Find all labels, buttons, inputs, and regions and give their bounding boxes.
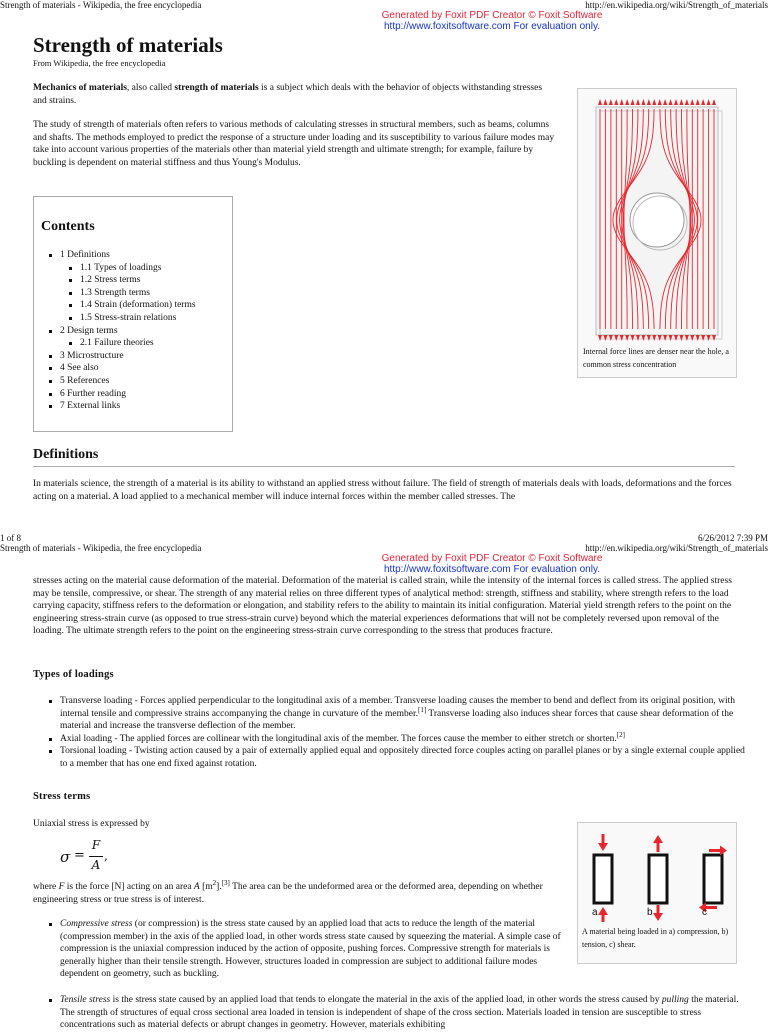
list-item xyxy=(33,918,563,981)
foxit-watermark xyxy=(372,553,612,575)
label-a: a xyxy=(592,907,598,918)
foxit-line-2[interactable]: http://www.foxitsoftware.com For evaluation only. xyxy=(383,21,600,32)
intro-text-2: is a subject which deals with the behavior of objects withstanding stresses and strains. xyxy=(33,83,543,106)
force-arrow-down xyxy=(658,335,662,341)
formula-denominator: A xyxy=(91,858,101,872)
formula-numerator: F xyxy=(91,838,101,852)
ref-link[interactable]: [1] xyxy=(417,705,427,714)
stress-type-list xyxy=(33,918,563,981)
compressive-text: (or compression) is the stress state caused by an applied load that acts to reduce the length of the material (compression member) in the axis of the applied load, in other words stress state caused by squeezing the material. A simple case of compression is the uniaxial compression induced by the action of opposite, pushing forces. Compressive strength for materials is generally higher than their tensile strength. However, structures loaded in compression are subject to additional failure modes dependent on geometry, such as buckling. xyxy=(60,919,561,980)
toc-item[interactable]: 3 Microstructure xyxy=(46,350,196,363)
force-arrow-up xyxy=(647,99,651,105)
heading-rule xyxy=(33,466,735,467)
exponent: 2 xyxy=(212,878,217,887)
page-header-title: Strength of materials - Wikipedia, the free encyclopedia xyxy=(0,0,202,10)
where-text: [m xyxy=(199,882,213,892)
list-item xyxy=(33,994,745,1032)
force-arrow-up xyxy=(631,99,635,105)
types-heading: Types of loadings xyxy=(33,669,114,680)
where-paragraph xyxy=(33,878,553,906)
force-arrow-up xyxy=(669,99,673,105)
force-arrow-down xyxy=(696,335,700,341)
force-arrow-down xyxy=(690,335,694,341)
force-arrow-down xyxy=(603,335,607,341)
force-arrow-down xyxy=(620,335,624,341)
load-torsional: Torsional loading - Twisting action caused by a pair of externally applied equal and oppositely directed force couples acting on parallel planes or by a single external couple applied to a member that has one end fixed against rotation. xyxy=(60,746,745,769)
toc-item[interactable]: 1.2 Stress terms xyxy=(46,274,196,287)
force-arrow-down xyxy=(614,335,618,341)
force-arrow-up xyxy=(701,99,705,105)
toc-title: Contents xyxy=(41,219,95,234)
formula-sigma: σ xyxy=(60,848,71,866)
force-arrow-up xyxy=(641,99,645,105)
force-arrow-down xyxy=(631,335,635,341)
toc-item[interactable]: 1 Definitions xyxy=(46,249,196,262)
force-arrow-down xyxy=(598,335,602,341)
force-arrow-up xyxy=(598,99,602,105)
label-b: b xyxy=(647,907,653,918)
toc-item[interactable]: 1.5 Stress-strain relations xyxy=(46,312,196,325)
force-arrow-up xyxy=(679,99,683,105)
where-text: The area can be the undeformed area or the deformed area, depending on whether engineering stress or true stress is of interest. xyxy=(33,882,543,905)
term-mechanics: Mechanics of materials xyxy=(33,83,127,93)
force-arrow-down xyxy=(647,335,651,341)
force-arrow-up xyxy=(614,99,618,105)
load-axial: Axial loading - The applied forces are collinear with the longitudinal axis of the member. The forces cause the member to either stretch or shorten. xyxy=(60,733,617,744)
toc-item[interactable]: 1.1 Types of loadings xyxy=(46,262,196,275)
force-arrow-up xyxy=(603,99,607,105)
where-text: ]. xyxy=(216,882,222,892)
foxit-watermark xyxy=(372,10,612,32)
stress-type-list xyxy=(33,994,745,1032)
force-arrow-up xyxy=(690,99,694,105)
force-arrow-down xyxy=(674,335,678,341)
force-arrow-down xyxy=(641,335,645,341)
force-arrow-down xyxy=(685,335,689,341)
force-arrow-up xyxy=(625,99,629,105)
fraction-bar xyxy=(89,856,103,857)
page-number: 1 of 8 xyxy=(0,533,21,543)
print-date: 6/26/2012 7:39 PM xyxy=(697,533,768,543)
toc-item[interactable]: 2.1 Failure theories xyxy=(46,337,196,350)
loading-list xyxy=(33,695,745,771)
figure-caption: A material being loaded in a) compression, b) tension, c) shear. xyxy=(582,927,729,949)
ref-link[interactable]: [3] xyxy=(221,878,230,887)
uniaxial-text: Uniaxial stress is expressed by xyxy=(33,819,150,829)
force-arrow-up xyxy=(674,99,678,105)
page-header-url[interactable]: http://en.wikipedia.org/wiki/Strength_of_materials xyxy=(585,543,768,553)
load-transverse-cont: Transverse loading also induces shear forces that cause shear deformation of the material and increase the transverse deflection of the member. xyxy=(60,708,734,732)
force-arrow-down xyxy=(679,335,683,341)
toc-item[interactable]: 4 See also xyxy=(46,362,196,375)
list-item xyxy=(33,745,745,770)
where-text: where xyxy=(33,882,59,892)
force-arrow-down xyxy=(609,335,613,341)
toc-item[interactable]: 7 External links xyxy=(46,400,196,413)
force-arrow-down xyxy=(625,335,629,341)
page-subtitle: From Wikipedia, the free encyclopedia xyxy=(33,58,166,68)
stress-terms-heading: Stress terms xyxy=(33,791,91,802)
page-header-url[interactable]: http://en.wikipedia.org/wiki/Strength_of_materials xyxy=(585,0,768,10)
force-arrow-up xyxy=(707,99,711,105)
force-arrow-up xyxy=(658,99,662,105)
force-arrow-down xyxy=(652,335,656,341)
label-c: c xyxy=(702,907,707,918)
force-arrow-down xyxy=(707,335,711,341)
table-of-contents xyxy=(33,196,233,432)
force-arrow-down xyxy=(669,335,673,341)
force-arrow-down xyxy=(701,335,705,341)
toc-item[interactable]: 2 Design terms xyxy=(46,325,196,338)
force-arrow-up xyxy=(696,99,700,105)
figure-caption: Internal force lines are denser near the hole, a common stress concentration xyxy=(583,347,729,369)
force-arrow-up xyxy=(712,99,716,105)
intro-text-1: , also called xyxy=(126,83,175,93)
tensile-text: the material. The strength of structures of equal cross sectional area loaded in tension is independent of shape of the cross section. Materials loaded in tension are susceptible to stress concentrations such as material defects or abrupt changes in geometry. However, materials exhibiting xyxy=(60,995,739,1031)
force-arrow-down xyxy=(636,335,640,341)
term-strength: strength of materials xyxy=(174,83,259,93)
force-arrow-down xyxy=(663,335,667,341)
force-arrow-up xyxy=(620,99,624,105)
toc-item[interactable]: 1.4 Strain (deformation) terms xyxy=(46,299,196,312)
force-arrow-up xyxy=(609,99,613,105)
overview-paragraph: The study of strength of materials often refers to various methods of calculating stresses in structural members, such as beams, columns and shafts. The methods employed to predict the response of a structure under loading and its susceptibility to various failure modes may take into account various properties of the materials other than material yield strength and ultimate strength; for example, failure by buckling is dependent on material stiffness and thus Young's Modulus. xyxy=(33,120,555,168)
page-title: Strength of materials xyxy=(33,33,223,57)
formula-equals: = xyxy=(74,848,85,863)
figure-loading-types xyxy=(577,822,737,964)
page-header-title: Strength of materials - Wikipedia, the free encyclopedia xyxy=(0,543,202,553)
definitions-heading: Definitions xyxy=(33,447,99,462)
intro-paragraph xyxy=(33,82,558,107)
definitions-paragraph: In materials science, the strength of a material is its ability to withstand an applied stress without failure. The field of strength of materials deals with loads, deformations and the forces acting on a material. A load applied to a mechanical member will induce internal forces within the member called stresses. The xyxy=(33,479,732,502)
continued-paragraph: stresses acting on the material cause deformation of the material. Deformation of the material is called strain, while the intensity of the internal forces is called stress. The applied stress may be tensile, compressive, or shear. The strength of any material relies on three different types of analytical method: strength, stiffness and stability, where strength refers to the load carrying capacity, stiffness refers to the deformation or elongation, and stability refers to the ability to maintain its initial configuration. Material yield strength refers to the point on the engineering stress-strain curve (as opposed to true stress-strain curve) beyond which the material experiences deformations that will not be completely reversed upon removal of the loading. The ultimate strength refers to the point on the engineering stress-strain curve corresponding to the stress that produces fracture. xyxy=(33,576,732,637)
formula-comma: , xyxy=(104,849,108,863)
load-transverse: Transverse loading - Forces applied perpendicular to the longitudinal axis of a member. Transverse loading causes the member to bend and deflect from its original position, with internal tensile and compressive strains accompanying the change in curvature of the member. xyxy=(60,696,736,719)
shear-member xyxy=(699,846,727,913)
toc-list xyxy=(46,249,196,413)
toc-item[interactable]: 5 References xyxy=(46,375,196,388)
term-pulling: pulling xyxy=(661,995,689,1005)
figure-stress-concentration xyxy=(577,88,737,378)
var-F: F xyxy=(58,882,65,892)
list-item xyxy=(33,695,745,733)
toc-item[interactable]: 6 Further reading xyxy=(46,388,196,401)
tensile-text: is the stress state caused by an applied load that tends to elongate the material in the axis of the applied load, in other words the stress caused by xyxy=(110,995,662,1005)
foxit-line-1: Generated by Foxit PDF Creator © Foxit Software xyxy=(381,10,603,21)
toc-item[interactable]: 1.3 Strength terms xyxy=(46,287,196,300)
force-arrow-down xyxy=(712,335,716,341)
force-arrow-up xyxy=(652,99,656,105)
ref-link[interactable]: [2] xyxy=(616,730,625,739)
list-item xyxy=(33,730,745,746)
foxit-line-2[interactable]: http://www.foxitsoftware.com For evaluation only. xyxy=(383,564,600,575)
stress-formula xyxy=(60,838,120,876)
force-arrow-up xyxy=(636,99,640,105)
force-lines-image xyxy=(586,95,726,345)
where-text: is the force [N] acting on an area xyxy=(64,882,194,892)
term-tensile: Tensile stress xyxy=(60,995,111,1005)
loading-diagram xyxy=(579,827,735,922)
var-A: A xyxy=(193,882,200,892)
foxit-line-1: Generated by Foxit PDF Creator © Foxit Software xyxy=(381,553,603,564)
force-arrow-up xyxy=(663,99,667,105)
force-arrow-up xyxy=(685,99,689,105)
term-compressive: Compressive stress xyxy=(60,919,133,929)
